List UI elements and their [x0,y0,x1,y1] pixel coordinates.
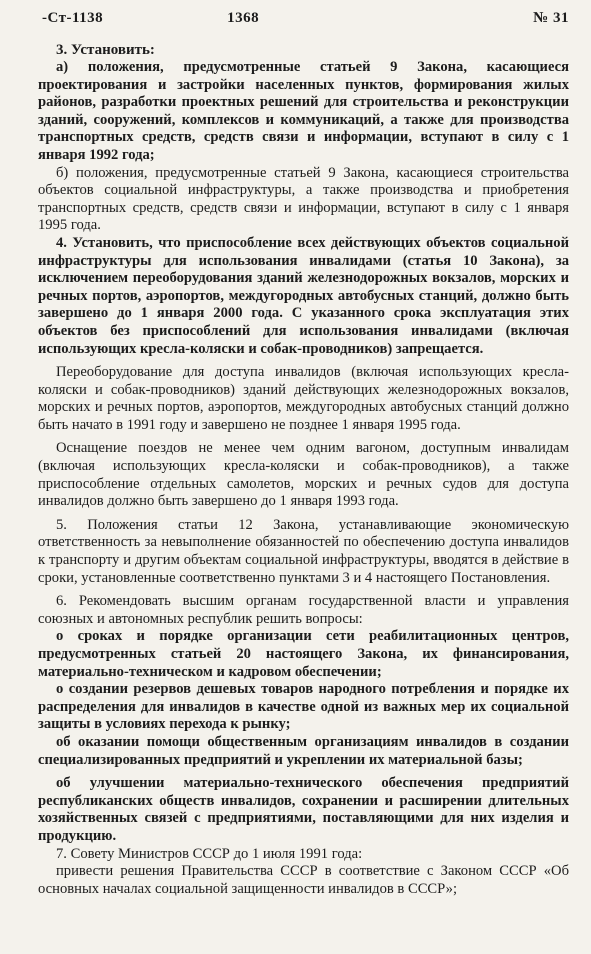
paragraph-4-trains: Оснащение поездов не менее чем одним вагоном, доступным инвалидам (включая использующих кресла-коляски и собак-проводников), а также приспособление отдельных самолетов, морских и речных судов для доступа инвалидов должно быть завершено до 1 января 1993 года. [38,440,569,510]
header-issue-number: № 31 [533,10,569,26]
paragraph-6-reserves: о создании резервов дешевых товаров народного потребления и порядке их распределения для инвалидов в качестве одной из важных мер их социальной защиты в условиях перехода к рынку; [38,681,569,733]
page-header [38,10,569,32]
paragraph-6-assistance: об оказании помощи общественным организациям инвалидов в создании специализированных предприятий и укреплении их материальной базы; [38,733,569,768]
header-left: -Ст-1138 [42,10,104,26]
paragraph-4-refit: Переоборудование для доступа инвалидов (включая использующих кресла-коляски и собак-проводников) зданий действующих железнодорожных вокзалов, морских и речных портов, аэропортов, междугородных автобусных станций должно быть начато в 1991 году и завершено не позднее 1 января 1995 года. [38,364,569,433]
paragraph-3a: а) положения, предусмотренные статьей 9 Закона, касающиеся проектирования и застройки населенных пунктов, формирования жилых районов, разработки проектных решений для строительства и реконструкции зданий, сооружений, комплексов и коммуникаций, а также для производства транспортных средств, средств связи и информации, вступают в силу с 1 января 1992 года; [38,59,569,163]
paragraph-4: 4. Установить, что приспособление всех действующих объектов социальной инфраструктуры для использования инвалидами (статья 10 Закона), за исключением переоборудования зданий железнодорожных вокзалов, морских и речных портов, аэропортов, междугородных автобусных станций, должно быть завершено до 1 января 2000 года. С указанного срока эксплуатация этих объектов без приспособлений для использования инвалидами (включая использующих кресла-коляски и собак-проводников) запрещается. [38,234,569,357]
paragraph-5: 5. Положения статьи 12 Закона, устанавливающие экономическую ответственность за невыполнение обязанностей по обеспечению доступа инвалидов к транспорту и другим объектам социальной инфраструктуры, вводятся в действие в сроки, установленные соответственно пунктами 3 и 4 настоящего Постановления. [38,516,569,586]
paragraph-7-decisions: привести решения Правительства СССР в соответствие с Законом СССР «Об основных началах социальной защищенности инвалидов в СССР»; [38,863,569,897]
paragraph-7: 7. Совету Министров СССР до 1 июля 1991 года: [56,845,363,862]
paragraph-3b: б) положения, предусмотренные статьей 9 Закона, касающиеся строительства объектов социальной инфраструктуры, а также производства и приобретения транспортных средств, средств связи и информации, вступают в силу с 1 января 1995 года. [38,164,569,234]
section-3-heading: 3. Установить: [56,42,155,58]
paragraph-6-rehab: о сроках и порядке организации сети реабилитационных центров, предусмотренных статьей 20 настоящего Закона, их финансирования, материально-техническом и кадровом обеспечении; [38,628,569,680]
paragraph-6-supply: об улучшении материально-технического обеспечения предприятий республиканских обществ инвалидов, сохранении и расширении длительных хозяйственных связей с предприятиями, поставляющими для них изделия и продукцию. [38,775,569,844]
paragraph-6: 6. Рекомендовать высшим органам государственной власти и управления союзных и автономных республик решить вопросы: [38,593,569,627]
header-page-number: 1368 [227,10,260,26]
